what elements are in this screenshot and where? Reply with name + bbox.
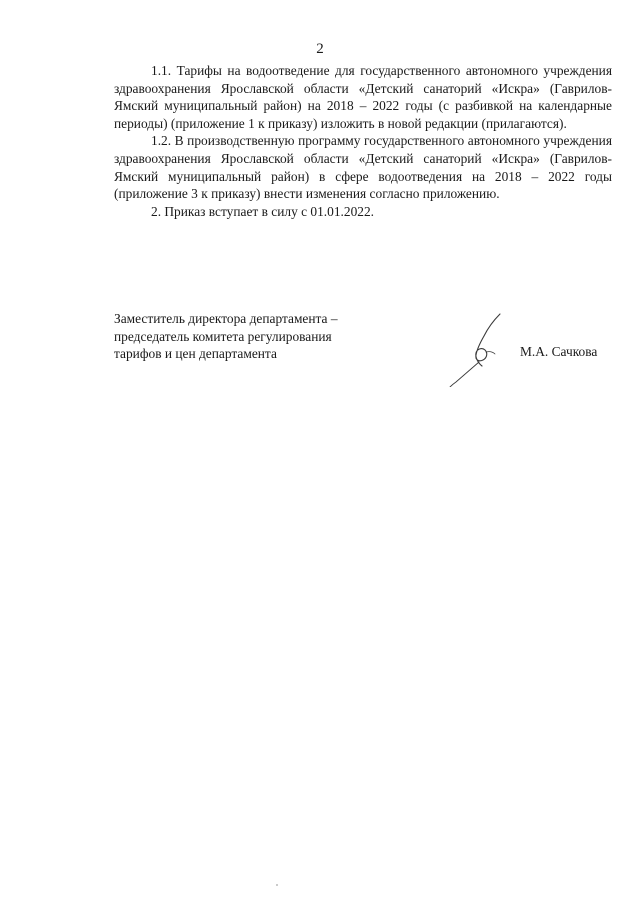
handwritten-signature: [444, 312, 514, 387]
signatory-position: [114, 310, 374, 363]
paragraph-1-1: 1.1. Тарифы на водоотведение для государственного автономного учреждения здравоохранения Ярославской области «Детский санаторий «Искра» (Гаврилов-Ямский муниципальный район) на 2018 – 2022 годы (с разбивкой на календарные периоды) (приложение 1 к приказу) изложить в новой редакции (прилагаются).: [114, 63, 612, 131]
paragraph-1-2: 1.2. В производственную программу государственного автономного учреждения здравоохранения Ярославской области «Детский санаторий «Искра» (Гаврилов-Ямский муниципальный район) в сфере водоотведения на 2018 – 2022 годы (приложение 3 к приказу) внести изменения согласно приложению.: [114, 133, 612, 202]
document-body: [114, 62, 612, 220]
paragraph-2: 2. Приказ вступает в силу с 01.01.2022.: [151, 203, 375, 219]
page-number: 2: [316, 41, 324, 57]
signatory-position-line: председатель комитета регулирования: [114, 328, 332, 344]
signatory-name: М.А. Сачкова: [520, 344, 598, 359]
signatory-position-line: Заместитель директора департамента –: [114, 311, 338, 326]
signatory-position-line: тарифов и цен департамента: [114, 346, 277, 362]
scan-speck: [276, 884, 278, 886]
